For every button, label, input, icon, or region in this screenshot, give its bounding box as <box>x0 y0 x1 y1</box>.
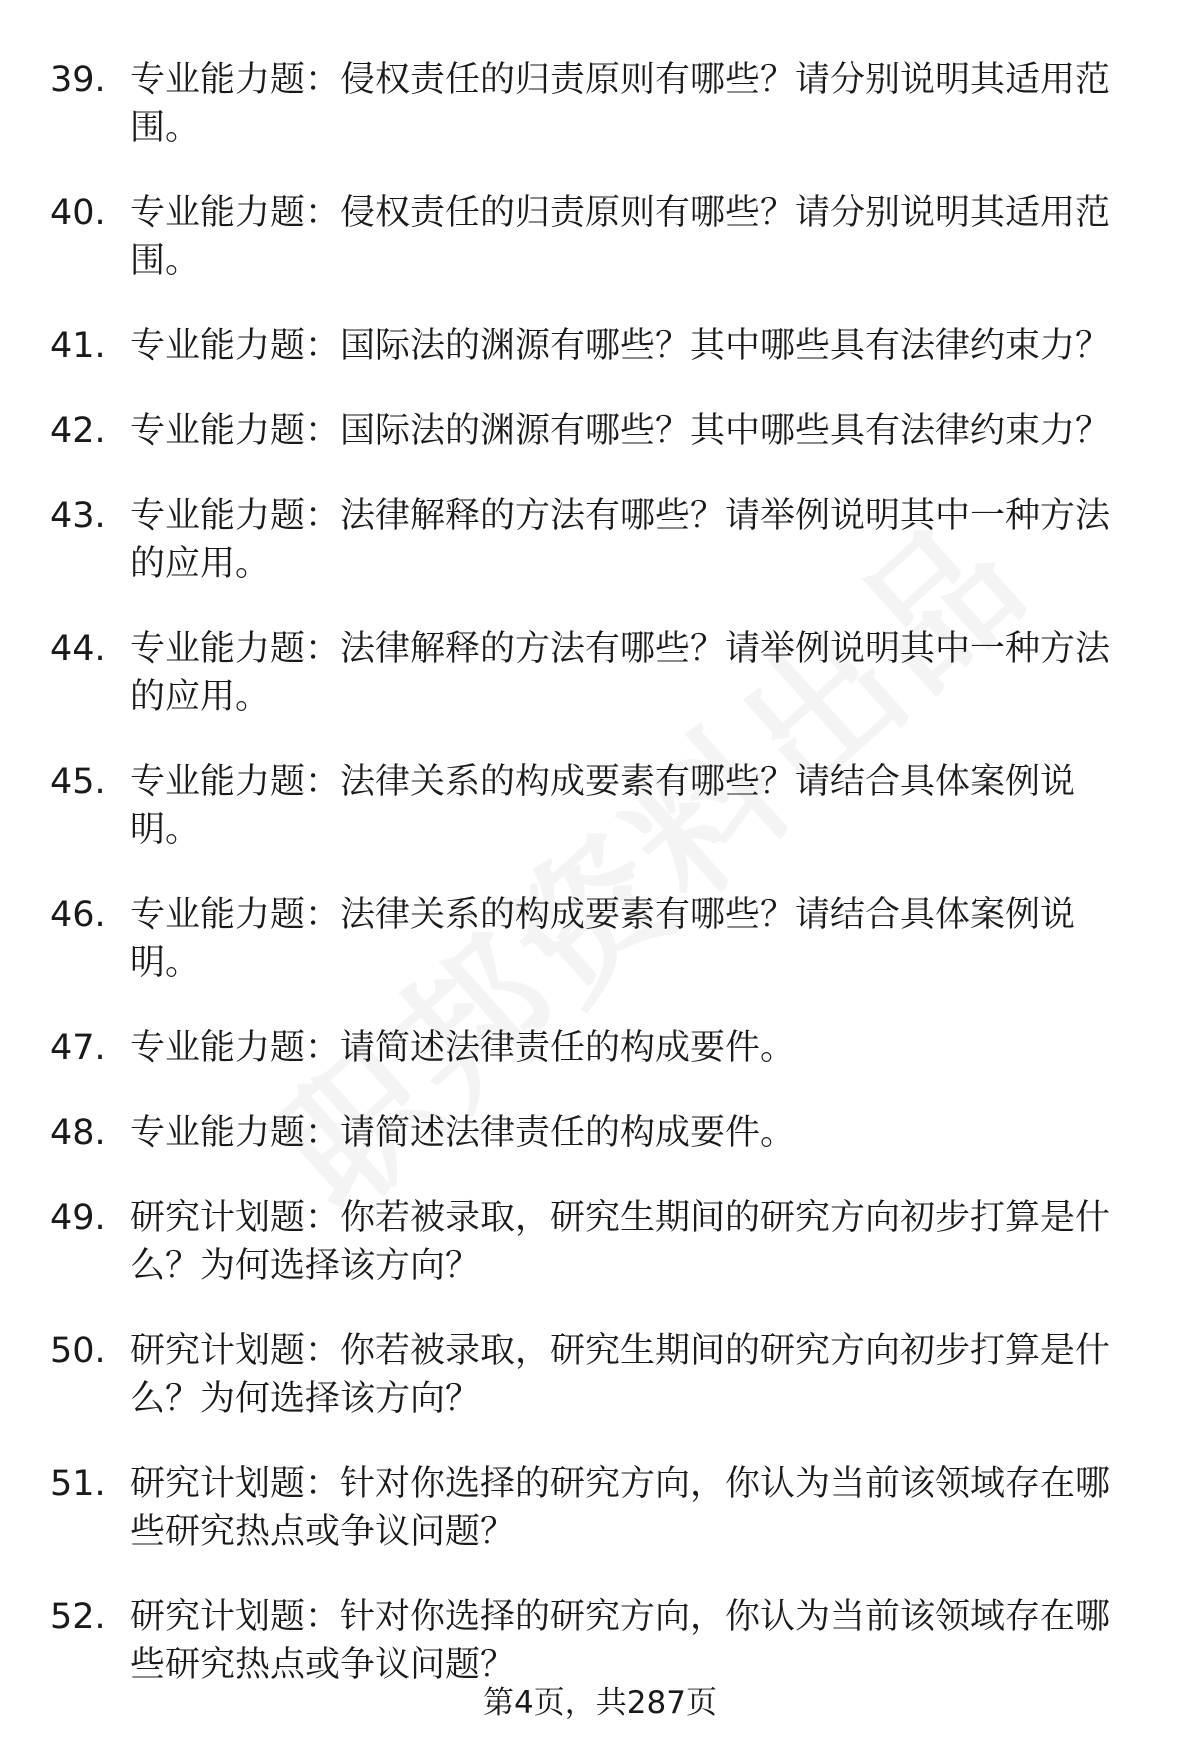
question-text: 专业能力题：请简述法律责任的构成要件。 <box>130 1028 796 1068</box>
question-item <box>50 891 1150 987</box>
question-text: 专业能力题：国际法的渊源有哪些？其中哪些具有法律约束力？ <box>130 326 1111 366</box>
question-text: 研究计划题：你若被录取，研究生期间的研究方向初步打算是什么？为何选择该方向？ <box>130 1331 1111 1419</box>
question-item <box>50 1194 1150 1290</box>
question-number: 42. <box>50 411 106 451</box>
question-text: 专业能力题：法律解释的方法有哪些？请举例说明其中一种方法的应用。 <box>130 629 1111 717</box>
question-item <box>50 625 1150 721</box>
question-number: 51. <box>50 1464 106 1504</box>
question-item <box>50 56 1150 152</box>
question-number: 49. <box>50 1198 106 1238</box>
question-number: 52. <box>50 1597 106 1637</box>
question-number: 45. <box>50 762 106 802</box>
question-text: 专业能力题：请简述法律责任的构成要件。 <box>130 1113 796 1153</box>
question-item <box>50 1593 1150 1689</box>
question-item <box>50 492 1150 588</box>
question-item <box>50 189 1150 285</box>
question-number: 46. <box>50 895 106 935</box>
question-item <box>50 1024 1150 1072</box>
question-number: 39. <box>50 60 106 100</box>
question-list <box>50 56 1150 1726</box>
question-number: 43. <box>50 496 106 536</box>
question-item <box>50 1460 1150 1556</box>
question-item <box>50 322 1150 370</box>
question-item <box>50 1109 1150 1157</box>
question-number: 44. <box>50 629 106 669</box>
question-number: 50. <box>50 1331 106 1371</box>
question-text: 专业能力题：国际法的渊源有哪些？其中哪些具有法律约束力？ <box>130 411 1111 451</box>
question-number: 41. <box>50 326 106 366</box>
question-text: 专业能力题：侵权责任的归责原则有哪些？请分别说明其适用范围。 <box>130 193 1111 281</box>
question-text: 专业能力题：侵权责任的归责原则有哪些？请分别说明其适用范围。 <box>130 60 1111 148</box>
question-number: 48. <box>50 1113 106 1153</box>
question-text: 研究计划题：针对你选择的研究方向，你认为当前该领域存在哪些研究热点或争议问题？ <box>130 1597 1111 1685</box>
question-number: 47. <box>50 1028 106 1068</box>
question-text: 专业能力题：法律关系的构成要素有哪些？请结合具体案例说明。 <box>130 895 1076 983</box>
question-item <box>50 758 1150 854</box>
question-text: 专业能力题：法律解释的方法有哪些？请举例说明其中一种方法的应用。 <box>130 496 1111 584</box>
question-text: 研究计划题：针对你选择的研究方向，你认为当前该领域存在哪些研究热点或争议问题？ <box>130 1464 1111 1552</box>
page-indicator: 第4页，共287页 <box>483 1685 717 1721</box>
question-text: 研究计划题：你若被录取，研究生期间的研究方向初步打算是什么？为何选择该方向？ <box>130 1198 1111 1286</box>
question-number: 40. <box>50 193 106 233</box>
question-item <box>50 407 1150 455</box>
question-item <box>50 1327 1150 1423</box>
question-text: 专业能力题：法律关系的构成要素有哪些？请结合具体案例说明。 <box>130 762 1076 850</box>
